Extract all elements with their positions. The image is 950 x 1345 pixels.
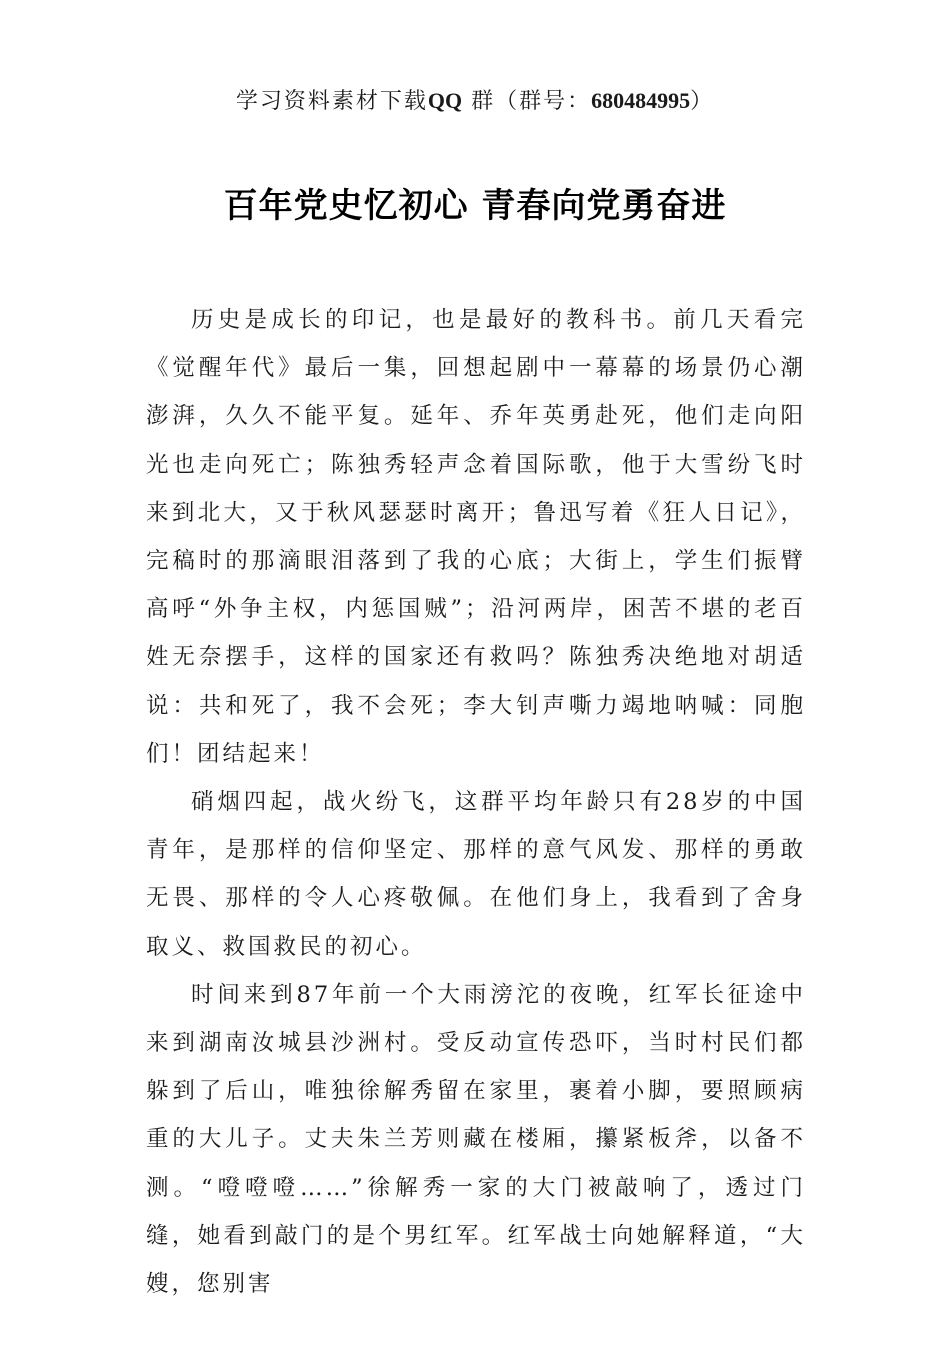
header-prefix: 学习资料素材下载 (235, 89, 428, 114)
header-group-number: 680484995 (591, 88, 691, 113)
header-qq: QQ (427, 88, 463, 113)
header-group-close: ） (690, 89, 715, 114)
paragraph-1: 历史是成长的印记，也是最好的教科书。前几天看完《觉醒年代》最后一集，回想起剧中一幕幕的场景仍心潮澎湃，久久不能平复。延年、乔年英勇赴死，他们走向阳光也走向死亡；陈独秀轻声念着国际歌，他于大雪纷飞时来到北大，又于秋风瑟瑟时离开；鲁迅写着《狂人日记》，完稿时的那滴眼泪落到了我的心底；大街上，学生们振臂高呼“外争主权，内惩国贼”；沿河两岸，困苦不堪的老百姓无奈摆手，这样的国家还有救吗？陈独秀决绝地对胡适说：共和死了，我不会死；李大钊声嘶力竭地呐喊：同胞们！团结起来！ (146, 307, 806, 767)
document-title: 百年党史忆初心 青春向党勇奋进 (223, 186, 727, 226)
document-body (146, 296, 806, 1308)
paragraph-2: 硝烟四起，战火纷飞，这群平均年龄只有28岁的中国青年，是那样的信仰坚定、那样的意气风发、那样的勇敢无畏、那样的令人心疼敬佩。在他们身上，我看到了舍身取义、救国救民的初心。 (146, 789, 806, 960)
paragraph-3: 时间来到87年前一个大雨滂沱的夜晚，红军长征途中来到湖南汝城县沙洲村。受反动宣传恐吓，当时村民们都躲到了后山，唯独徐解秀留在家里，裹着小脚，要照顾病重的大儿子。丈夫朱兰芳则藏在楼厢，攥紧板斧，以备不测。“噔噔噔……”徐解秀一家的大门被敲响了，透过门缝，她看到敲门的是个男红军。红军战士向她解释道，“大嫂，您别害 (146, 981, 806, 1298)
header-note (0, 84, 950, 115)
header-group-open: 群（群号： (462, 89, 592, 114)
